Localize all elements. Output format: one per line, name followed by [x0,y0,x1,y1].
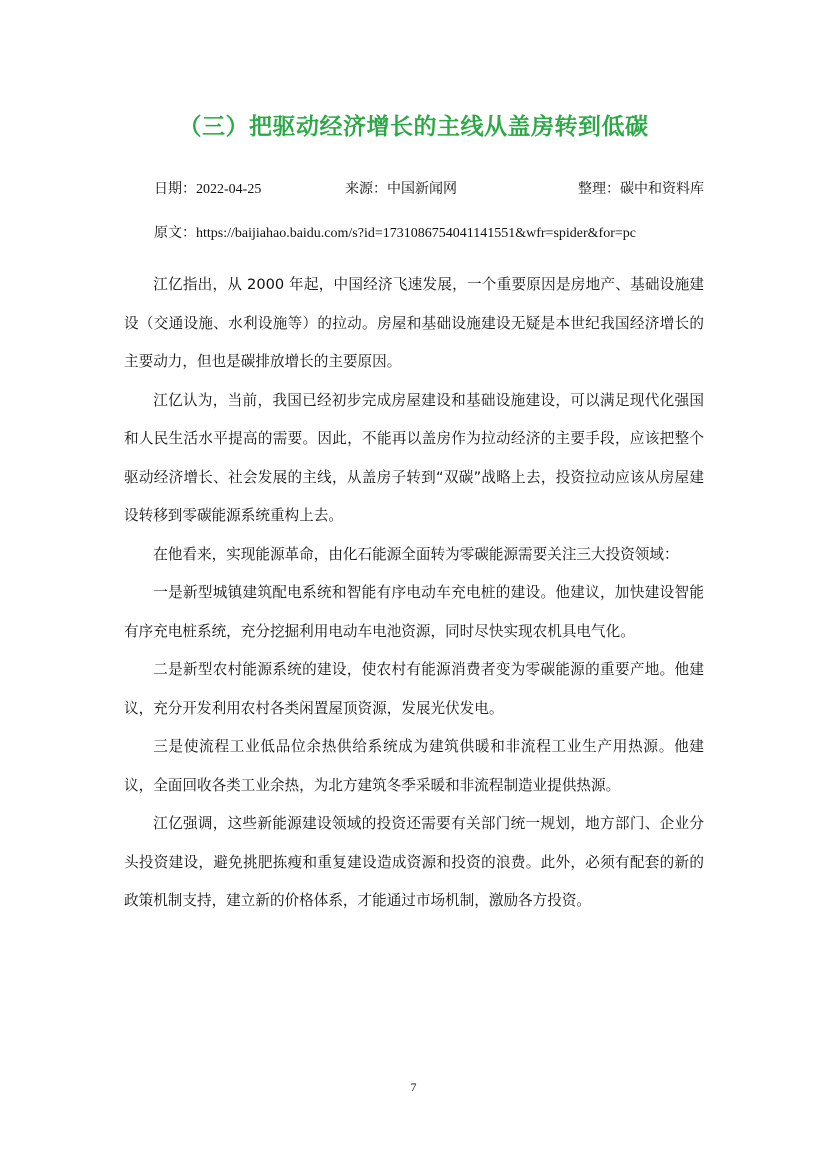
paragraph: 在他看来，实现能源革命，由化石能源全面转为零碳能源需要关注三大投资领域： [153,545,679,563]
origin-label: 原文： [154,225,196,241]
origin-line [154,222,714,242]
paragraph: 江亿指出，从 2000 年起，中国经济飞速发展，一个重要原因是房地产、基础设施建设（交通设施、水利设施等）的拉动。房屋和基础设施建设无疑是本世纪我国经济增长的主要动力，但也是碳排放增长的主要原因。 [124,276,704,370]
article-body [124,266,704,921]
date-value: 2022-04-25 [196,182,262,197]
paragraph: 一是新型城镇建筑配电系统和智能有序电动车充电桩的建设。他建议，加快建设智能有序充电桩系统，充分挖掘利用电动车电池资源，同时尽快实现农机具电气化。 [124,584,704,640]
paragraph: 二是新型农村能源系统的建设，使农村有能源消费者变为零碳能源的重要产地。他建议，充分开发利用农村各类闲置屋顶资源，发展光伏发电。 [124,661,704,717]
origin-url[interactable]: https://baijiahao.baidu.com/s?id=1731086754041141551&wfr=spider&for=pc [196,226,636,241]
page-title: （三）把驱动经济增长的主线从盖房转到低碳 [178,114,649,140]
date-line [154,178,261,198]
editor-text: 整理：碳中和资料库 [578,181,704,197]
page-number: 7 [410,1080,417,1094]
source-text: 来源：中国新闻网 [345,181,457,197]
paragraph: 三是使流程工业低品位余热供给系统成为建筑供暖和非流程工业生产用热源。他建议，全面回收各类工业余热，为北方建筑冬季采暖和非流程制造业提供热源。 [124,738,704,794]
paragraph: 江亿强调，这些新能源建设领域的投资还需要有关部门统一规划，地方部门、企业分头投资建设，避免挑肥拣瘦和重复建设造成资源和投资的浪费。此外，必须有配套的新的政策机制支持，建立新的价格体系，才能通过市场机制，激励各方投资。 [124,815,704,909]
paragraph: 江亿认为，当前，我国已经初步完成房屋建设和基础设施建设，可以满足现代化强国和人民生活水平提高的需要。因此，不能再以盖房作为拉动经济的主要手段，应该把整个驱动经济增长、社会发展的主线，从盖房子转到“双碳”战略上去，投资拉动应该从房屋建设转移到零碳能源系统重构上去。 [124,391,704,524]
article-meta [154,178,704,198]
date-label: 日期： [154,181,196,197]
